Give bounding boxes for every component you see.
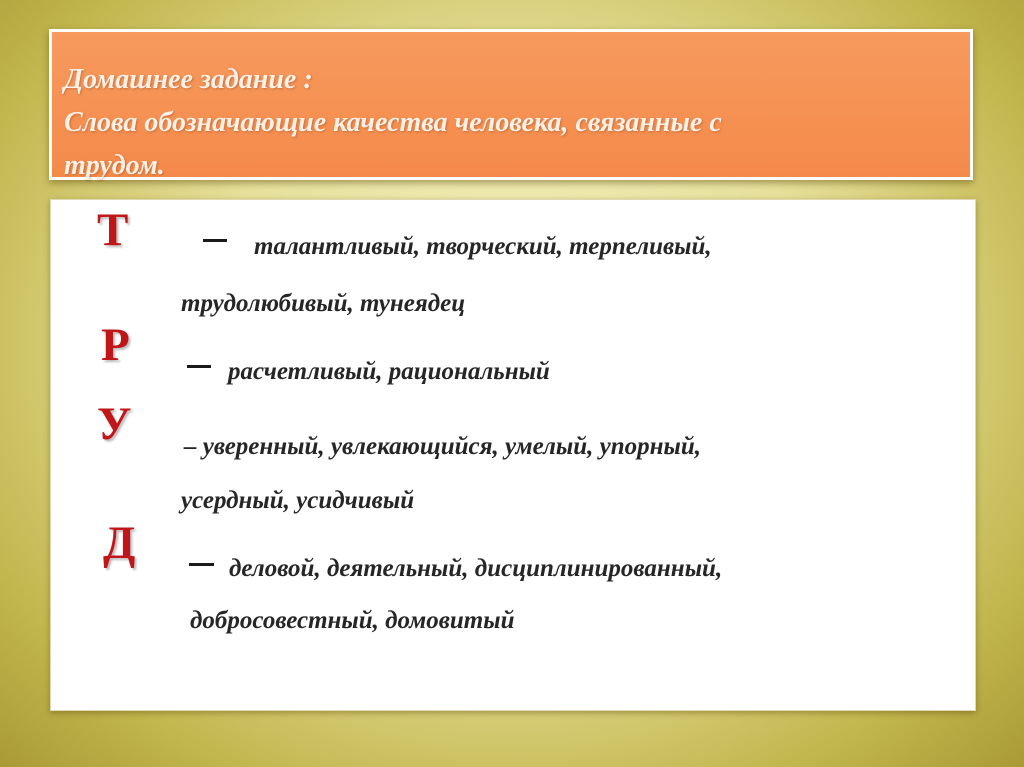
letter-t: Т: [97, 204, 129, 256]
header-line-3: трудом.: [64, 150, 165, 181]
u-words-line-1: – уверенный, увлекающийся, умелый, упорный,: [184, 433, 702, 460]
t-words-line-2: трудолюбивый, тунеядец: [181, 290, 466, 317]
t-words-line-1: талантливый, творческий, терпеливый,: [254, 233, 712, 260]
header-line-1: Домашнее задание :: [64, 64, 313, 95]
d-words-line-2: добросовестный, домовитый: [190, 607, 515, 634]
header-line-2: Слова обозначающие качества человека, связанные с: [64, 107, 722, 138]
letter-d: Д: [103, 517, 136, 569]
homework-header: [49, 29, 973, 180]
d-words-line-1: деловой, деятельный, дисциплинированный,: [229, 555, 723, 582]
u-words-line-2: усердный, усидчивый: [181, 487, 415, 514]
homework-title: [64, 58, 958, 187]
dash-d: [189, 563, 214, 566]
r-words-line-1: расчетливый, рациональный: [228, 358, 550, 385]
letter-u: У: [97, 398, 132, 450]
dash-t: [203, 239, 227, 242]
dash-r: [187, 365, 211, 368]
letter-r: Р: [101, 319, 130, 371]
